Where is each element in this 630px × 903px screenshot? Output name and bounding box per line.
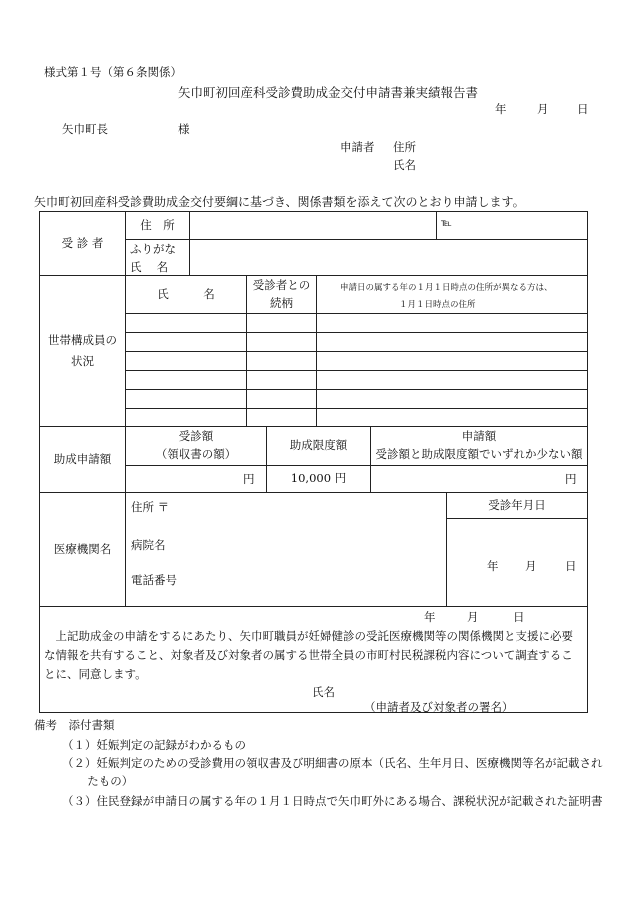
addressee-honorific: 様 xyxy=(178,122,190,136)
intro-text: 矢巾町初回産科受診費助成金交付要綱に基づき、関係書類を添えて次のとおり申請します。 xyxy=(34,195,525,209)
consent-date-month: 月 xyxy=(467,610,479,624)
subsidy-fee-header-line1: 受診額 xyxy=(178,429,214,444)
subsidy-request-header-line1: 申請額 xyxy=(461,429,497,444)
date-day: 日 xyxy=(577,102,589,116)
patient-tel-field[interactable] xyxy=(455,212,587,239)
clinic-visit-year: 年 xyxy=(487,559,499,573)
notes-item: （１）妊娠判定の記録がわかるもの xyxy=(62,738,246,752)
household-row-field[interactable] xyxy=(126,390,587,408)
subsidy-fee-yen: 円 xyxy=(243,472,255,486)
section-line xyxy=(39,606,588,607)
household-address-header-line1: 申請日の属する年の１月１日時点の住所が異なる方は、 xyxy=(340,283,553,293)
clinic-visit-date-label: 受診年月日 xyxy=(488,497,546,512)
date-month: 月 xyxy=(537,102,549,116)
household-row-field[interactable] xyxy=(126,314,587,332)
clinic-row-line xyxy=(446,518,588,519)
clinic-phone-label: 電話番号 xyxy=(131,573,177,587)
applicant-name-label: 氏名 xyxy=(393,158,416,172)
patient-tel-line xyxy=(436,211,437,240)
household-address-header-line2: １月１日時点の住所 xyxy=(399,300,476,310)
clinic-hospital-label: 病院名 xyxy=(131,538,166,552)
clinic-info-field[interactable] xyxy=(190,495,440,603)
patient-address-label: 住 所 xyxy=(140,217,175,232)
subsidy-request-yen: 円 xyxy=(565,472,577,486)
subsidy-limit-header: 助成限度額 xyxy=(289,438,348,453)
clinic-section-label: 医療機関名 xyxy=(53,541,112,556)
consent-date-day: 日 xyxy=(513,610,525,624)
date-year: 年 xyxy=(495,102,507,116)
subsidy-fee-header xyxy=(126,427,266,465)
household-row-field[interactable] xyxy=(126,352,587,370)
consent-text: 上記助成金の申請をするにあたり、矢巾町職員が妊婦健診の受託医療機関等の関係機関と支援に必要な情報を共有すること、対象者及び対象者の属する世帯全員の市町村民税課税内容について調査することに、同意します。 xyxy=(44,629,573,681)
patient-name-label: 氏 名 xyxy=(130,260,169,274)
household-section-label xyxy=(40,276,125,426)
subsidy-section-label: 助成申請額 xyxy=(53,451,112,466)
clinic-visit-day: 日 xyxy=(565,559,577,573)
household-relation-header-text: 受診者との続柄 xyxy=(252,277,311,310)
consent-name-label: 氏名 xyxy=(312,685,335,699)
household-relation-header xyxy=(247,276,316,313)
household-section-label-text: 世帯構成員の状況 xyxy=(48,333,117,368)
subsidy-limit-value: 10,000 円 xyxy=(290,471,347,486)
subsidy-fee-header-line2: （領収書の額） xyxy=(155,447,237,461)
patient-address-field[interactable] xyxy=(190,212,436,239)
household-row-field[interactable] xyxy=(126,371,587,389)
applicant-label: 申請者 xyxy=(340,140,375,154)
household-row-field[interactable] xyxy=(126,333,587,351)
form-title: 矢巾町初回産科受診費助成金交付申請書兼実績報告書 xyxy=(178,85,479,100)
subsidy-request-field[interactable] xyxy=(371,466,587,492)
consent-date-year: 年 xyxy=(424,610,436,624)
applicant-address-label: 住所 xyxy=(393,140,416,154)
notes-item: （２）妊娠判定のための受診費用の領収書及び明細書の原本（氏名、生年月日、医療機関等名が記載されたもの） xyxy=(62,756,603,788)
consent-signature-note: （申請者及び対象者の署名） xyxy=(364,700,514,714)
notes-item: （３）住民登録が申請日の属する年の１月１日時点で矢巾町外にある場合、課税状況が記載された証明書 xyxy=(62,794,603,808)
table-border-right xyxy=(587,211,588,713)
clinic-address-label: 住所 〒 xyxy=(131,500,170,514)
patient-tel-label: ℡ xyxy=(441,218,452,229)
clinic-visit-month: 月 xyxy=(525,559,537,573)
patient-name-field[interactable] xyxy=(190,240,587,275)
patient-section-label: 受 診 者 xyxy=(61,235,104,250)
household-name-header: 氏 名 xyxy=(157,286,215,301)
form-number: 様式第１号（第６条関係） xyxy=(44,65,182,79)
patient-furigana-label: ふりがな xyxy=(130,242,176,256)
subsidy-request-header-line2: 受診額と助成限度額でいずれか少ない額 xyxy=(375,447,583,461)
addressee: 矢巾町長 xyxy=(62,122,108,136)
subsidy-request-header xyxy=(371,427,587,465)
notes-heading: 備考 添付書類 xyxy=(34,718,115,732)
household-row-field[interactable] xyxy=(126,409,587,426)
